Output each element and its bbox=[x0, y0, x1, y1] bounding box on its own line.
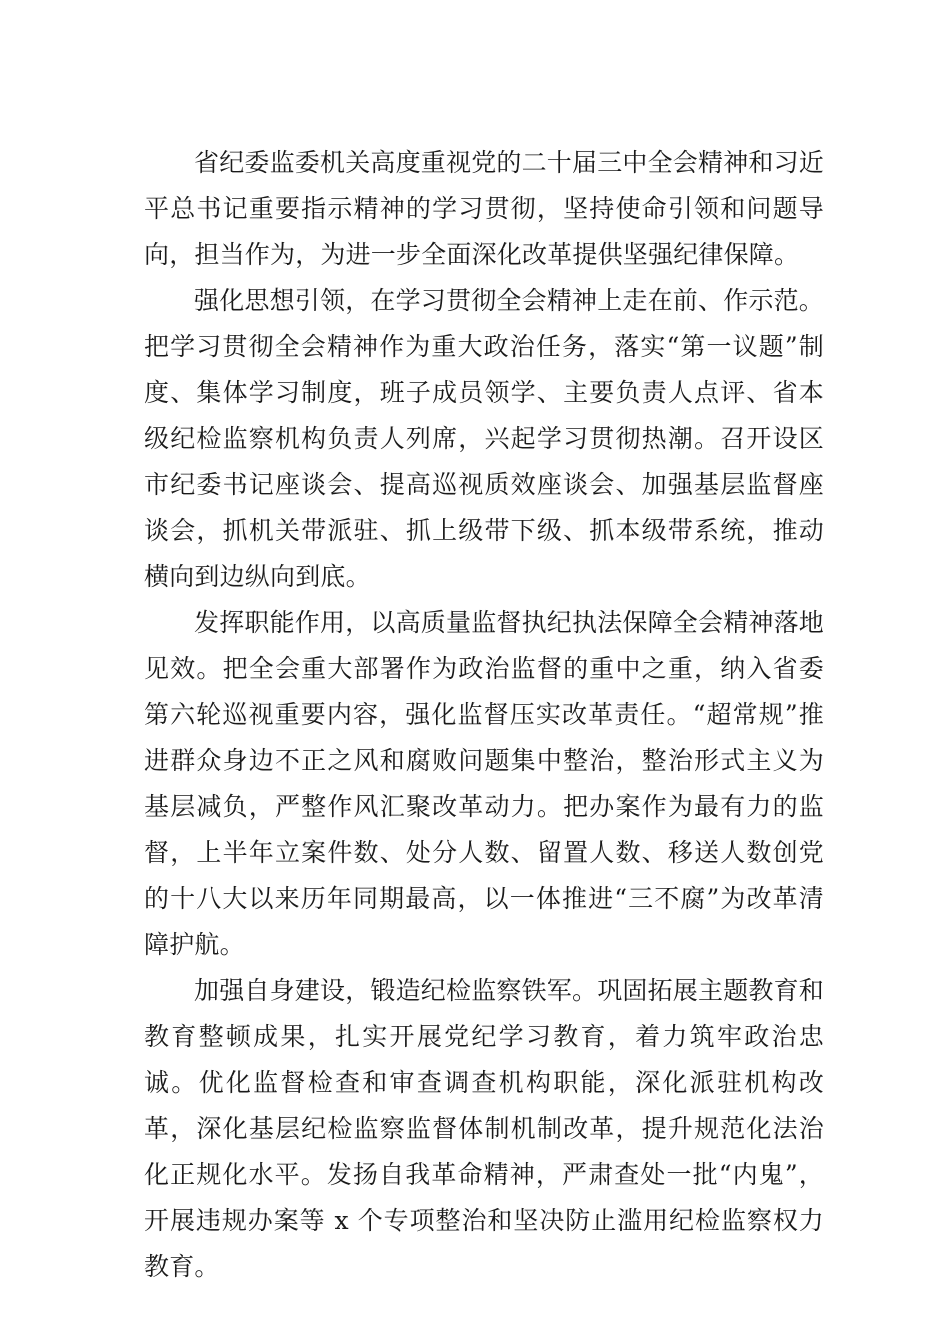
paragraph-functional-role: 发挥职能作用，以高质量监督执纪执法保障全会精神落地见效。把全会重大部署作为政治监督的重中之重，纳入省委第六轮巡视重要内容，强化监督压实改革责任。“超常规”推进群众身边不正之风和腐败问题集中整治，整治形式主义为基层减负，严整作风汇聚改革动力。把办案作为最有力的监督，上半年立案件数、处分人数、留置人数、移送人数创党的十八大以来历年同期最高，以一体推进“三不腐”为改革清障护航。 bbox=[144, 608, 825, 959]
document-body bbox=[144, 140, 824, 1290]
paragraph-self-construction: 加强自身建设，锻造纪检监察铁军。巩固拓展主题教育和教育整顿成果，扎实开展党纪学习教育，着力筑牢政治忠诚。优化监督检查和审查调查机构职能，深化派驻机构改革，深化基层纪检监察监督体制机制改革，提升规范化法治化正规化水平。发扬自我革命精神，严肃查处一批“内鬼”，开展违规办案等 x 个专项整治和坚决防止滥用纪检监察权力教育。 bbox=[144, 976, 825, 1281]
paragraph-intro: 省纪委监委机关高度重视党的二十届三中全会精神和习近平总书记重要指示精神的学习贯彻，坚持使命引领和问题导向，担当作为，为进一步全面深化改革提供坚强纪律保障。 bbox=[144, 148, 825, 269]
paragraph-ideological-guidance: 强化思想引领，在学习贯彻全会精神上走在前、作示范。把学习贯彻全会精神作为重大政治任务，落实“第一议题”制度、集体学习制度，班子成员领学、主要负责人点评、省本级纪检监察机构负责人列席，兴起学习贯彻热潮。召开设区市纪委书记座谈会、提高巡视质效座谈会、加强基层监督座谈会，抓机关带派驻、抓上级带下级、抓本级带系统，推动横向到边纵向到底。 bbox=[144, 286, 825, 591]
